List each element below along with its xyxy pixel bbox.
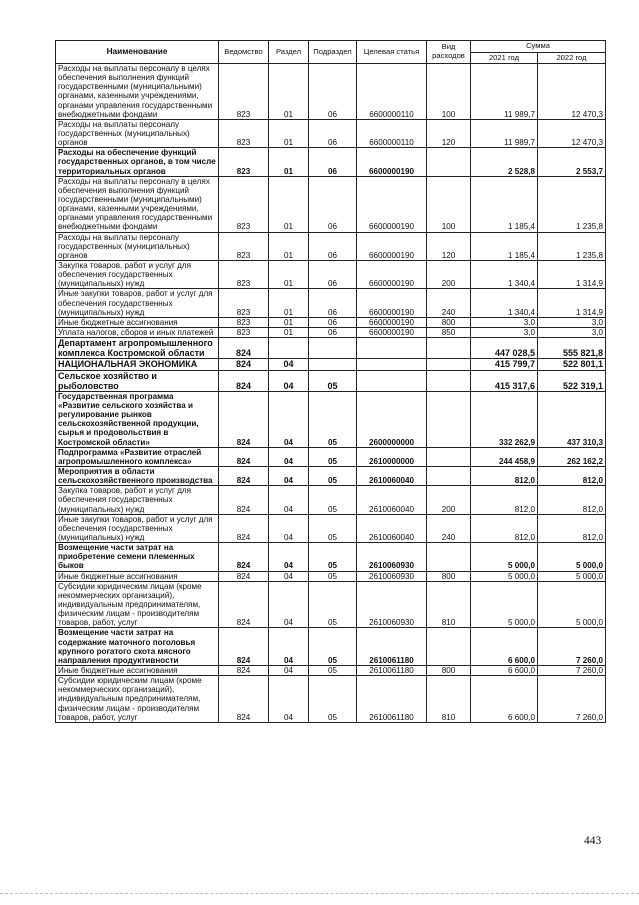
cell-podrazdel: 06: [309, 317, 357, 327]
header-sum: Сумма: [471, 41, 606, 53]
cell-podrazdel: 05: [309, 447, 357, 466]
cell-sum-2022: 812,0: [538, 486, 606, 514]
cell-vedomstvo: 824: [219, 466, 269, 485]
cell-vedomstvo: 823: [219, 64, 269, 120]
cell-razdel: 04: [269, 665, 309, 675]
cell-podrazdel: 05: [309, 665, 357, 675]
cell-sum-2021: 11 989,7: [471, 64, 538, 120]
cell-sum-2022: 812,0: [538, 466, 606, 485]
cell-podrazdel: 05: [309, 676, 357, 723]
cell-sum-2021: 1 340,4: [471, 260, 538, 288]
cell-razdel: 01: [269, 176, 309, 232]
cell-name: Расходы на выплаты персоналу государственных (муниципальных) органов: [56, 232, 219, 260]
cell-sum-2021: 1 340,4: [471, 289, 538, 317]
cell-target-article: 2610060040: [357, 486, 427, 514]
cell-razdel: 04: [269, 370, 309, 391]
cell-vedomstvo: 824: [219, 665, 269, 675]
cell-sum-2021: 812,0: [471, 466, 538, 485]
cell-sum-2022: 7 260,0: [538, 665, 606, 675]
table-row: [56, 628, 606, 666]
cell-sum-2022: 5 000,0: [538, 571, 606, 581]
cell-expense-type: 120: [427, 119, 471, 147]
cell-podrazdel: 06: [309, 64, 357, 120]
cell-sum-2022: 522 319,1: [538, 370, 606, 391]
budget-sheet: [55, 40, 605, 723]
cell-razdel: 01: [269, 327, 309, 337]
table-row: [56, 359, 606, 370]
cell-target-article: 6600000190: [357, 148, 427, 176]
cell-name: Иные закупки товаров, работ и услуг для обеспечения государственных (муниципальных) нужд: [56, 289, 219, 317]
cell-sum-2021: 5 000,0: [471, 571, 538, 581]
cell-razdel: 04: [269, 571, 309, 581]
cell-razdel: [269, 338, 309, 359]
cell-name: Подпрограмма «Развитие отраслей агропромышленного комплекса»: [56, 447, 219, 466]
cell-vedomstvo: 824: [219, 571, 269, 581]
cell-sum-2021: 1 185,4: [471, 176, 538, 232]
cell-expense-type: 850: [427, 327, 471, 337]
cell-vedomstvo: 823: [219, 176, 269, 232]
cell-target-article: 2600000000: [357, 391, 427, 447]
cell-sum-2022: 5 000,0: [538, 581, 606, 628]
cell-podrazdel: 05: [309, 370, 357, 391]
cell-razdel: 04: [269, 514, 309, 542]
cell-target-article: 2610061180: [357, 676, 427, 723]
cell-sum-2022: 5 000,0: [538, 543, 606, 571]
cell-name: Сельское хозяйство и рыболовство: [56, 370, 219, 391]
cell-target-article: 2610060930: [357, 543, 427, 571]
cell-sum-2021: 415 799,7: [471, 359, 538, 370]
cell-sum-2022: 12 470,3: [538, 64, 606, 120]
cell-podrazdel: [309, 359, 357, 370]
cell-sum-2021: 244 458,9: [471, 447, 538, 466]
cell-razdel: 01: [269, 148, 309, 176]
cell-name: Закупка товаров, работ и услуг для обеспечения государственных (муниципальных) нужд: [56, 486, 219, 514]
table-row: [56, 571, 606, 581]
cell-sum-2022: 3,0: [538, 327, 606, 337]
cell-target-article: [357, 338, 427, 359]
cell-razdel: 04: [269, 676, 309, 723]
cell-target-article: 2610060040: [357, 514, 427, 542]
cell-sum-2022: 2 553,7: [538, 148, 606, 176]
cell-podrazdel: 06: [309, 148, 357, 176]
cell-name: Уплата налогов, сборов и иных платежей: [56, 327, 219, 337]
cell-vedomstvo: 823: [219, 317, 269, 327]
cell-name: Субсидии юридическим лицам (кроме некоммерческих организаций), индивидуальным предпринимателям, физическим лицам - производителям товаров, работ, услуг: [56, 581, 219, 628]
cell-razdel: 04: [269, 466, 309, 485]
cell-name: Расходы на обеспечение функций государственных органов, в том числе территориальных органов: [56, 148, 219, 176]
cell-sum-2022: 12 470,3: [538, 119, 606, 147]
cell-sum-2022: 555 821,8: [538, 338, 606, 359]
cell-vedomstvo: 824: [219, 447, 269, 466]
cell-sum-2021: 447 028,5: [471, 338, 538, 359]
cell-name: Государственная программа «Развитие сельского хозяйства и регулирование рынков сельскохозяйственной продукции, сырья и продовольствия в Костромской области»: [56, 391, 219, 447]
cell-razdel: 04: [269, 447, 309, 466]
cell-razdel: 01: [269, 260, 309, 288]
cell-sum-2022: 1 235,8: [538, 232, 606, 260]
table-row: [56, 370, 606, 391]
cell-expense-type: 810: [427, 581, 471, 628]
cell-sum-2022: 1 314,9: [538, 260, 606, 288]
table-row: [56, 317, 606, 327]
cell-target-article: 2610061180: [357, 665, 427, 675]
cell-podrazdel: [309, 338, 357, 359]
cell-podrazdel: 06: [309, 327, 357, 337]
cell-razdel: 01: [269, 289, 309, 317]
cell-expense-type: 120: [427, 232, 471, 260]
cell-razdel: 01: [269, 232, 309, 260]
table-row: [56, 327, 606, 337]
cell-expense-type: 100: [427, 176, 471, 232]
cell-sum-2022: 3,0: [538, 317, 606, 327]
cell-vedomstvo: 823: [219, 119, 269, 147]
cell-podrazdel: 06: [309, 176, 357, 232]
cell-podrazdel: 06: [309, 260, 357, 288]
header-vedomstvo: Ведомство: [219, 41, 269, 64]
table-row: [56, 176, 606, 232]
cell-vedomstvo: 824: [219, 581, 269, 628]
cell-name: Расходы на выплаты персоналу в целях обеспечения выполнения функций государственными (муниципальными) органами, казенными учреждениями, органами управления государственными внебюджетными фондами: [56, 64, 219, 120]
cell-podrazdel: 05: [309, 571, 357, 581]
cell-expense-type: [427, 338, 471, 359]
cell-expense-type: [427, 148, 471, 176]
cell-vedomstvo: 824: [219, 338, 269, 359]
cell-target-article: 6600000110: [357, 64, 427, 120]
cell-name: Возмещение части затрат на содержание маточного поголовья крупного рогатого скота мясного направления продуктивности: [56, 628, 219, 666]
table-row: [56, 581, 606, 628]
cell-sum-2021: 6 600,0: [471, 628, 538, 666]
cell-sum-2022: 812,0: [538, 514, 606, 542]
cell-vedomstvo: 823: [219, 232, 269, 260]
cell-expense-type: 100: [427, 64, 471, 120]
table-row: [56, 665, 606, 675]
cell-name: Иные бюджетные ассигнования: [56, 665, 219, 675]
cell-sum-2021: 812,0: [471, 514, 538, 542]
cell-sum-2022: 262 162,2: [538, 447, 606, 466]
table-row: [56, 338, 606, 359]
cell-razdel: 04: [269, 359, 309, 370]
header-target-article: Целевая статья: [357, 41, 427, 64]
cell-sum-2021: 812,0: [471, 486, 538, 514]
cell-podrazdel: 05: [309, 391, 357, 447]
cell-target-article: 6600000190: [357, 176, 427, 232]
cell-vedomstvo: 824: [219, 486, 269, 514]
cell-sum-2021: 2 528,8: [471, 148, 538, 176]
table-row: [56, 232, 606, 260]
cell-target-article: 2610061180: [357, 628, 427, 666]
cell-sum-2021: 3,0: [471, 317, 538, 327]
header-year-2021: 2021 год: [471, 53, 538, 64]
header-name: Наименование: [56, 41, 219, 64]
table-row: [56, 447, 606, 466]
cell-sum-2021: 415 317,6: [471, 370, 538, 391]
cell-expense-type: [427, 466, 471, 485]
cell-podrazdel: 05: [309, 543, 357, 571]
cell-target-article: 2610060930: [357, 581, 427, 628]
cell-vedomstvo: 824: [219, 359, 269, 370]
cell-podrazdel: 05: [309, 514, 357, 542]
cell-expense-type: [427, 447, 471, 466]
cell-vedomstvo: 823: [219, 327, 269, 337]
table-row: [56, 148, 606, 176]
cell-sum-2022: 1 314,9: [538, 289, 606, 317]
cell-expense-type: 800: [427, 571, 471, 581]
cell-target-article: 6600000190: [357, 232, 427, 260]
cell-target-article: 6600000190: [357, 260, 427, 288]
cell-vedomstvo: 823: [219, 289, 269, 317]
cell-expense-type: 200: [427, 486, 471, 514]
cell-podrazdel: 06: [309, 232, 357, 260]
cell-name: НАЦИОНАЛЬНАЯ ЭКОНОМИКА: [56, 359, 219, 370]
table-body: [56, 64, 606, 723]
cell-vedomstvo: 824: [219, 543, 269, 571]
cell-sum-2021: 11 989,7: [471, 119, 538, 147]
cell-sum-2021: 5 000,0: [471, 543, 538, 571]
cell-sum-2021: 1 185,4: [471, 232, 538, 260]
cell-sum-2021: 5 000,0: [471, 581, 538, 628]
header-podrazdel: Подраздел: [309, 41, 357, 64]
cell-razdel: 04: [269, 581, 309, 628]
cell-name: Возмещение части затрат на приобретение семени племенных быков: [56, 543, 219, 571]
cell-target-article: 2610060040: [357, 466, 427, 485]
cell-expense-type: [427, 628, 471, 666]
cell-razdel: 04: [269, 486, 309, 514]
cell-target-article: 6600000190: [357, 317, 427, 327]
cell-sum-2021: 6 600,0: [471, 676, 538, 723]
table-row: [56, 676, 606, 723]
cell-expense-type: 810: [427, 676, 471, 723]
cell-expense-type: 800: [427, 317, 471, 327]
cell-expense-type: 240: [427, 289, 471, 317]
cell-name: Расходы на выплаты персоналу в целях обеспечения выполнения функций государственными (муниципальными) органами, казенными учреждениями, органами управления государственными внебюджетными фондами: [56, 176, 219, 232]
cell-sum-2022: 7 260,0: [538, 628, 606, 666]
cell-target-article: 2610000000: [357, 447, 427, 466]
table-row: [56, 486, 606, 514]
cell-sum-2022: 522 801,1: [538, 359, 606, 370]
cell-podrazdel: 05: [309, 581, 357, 628]
cell-expense-type: [427, 370, 471, 391]
cell-vedomstvo: 824: [219, 370, 269, 391]
cell-podrazdel: 05: [309, 486, 357, 514]
cell-expense-type: [427, 543, 471, 571]
header-expense-type: Вид расходов: [427, 41, 471, 64]
cell-podrazdel: 06: [309, 289, 357, 317]
cell-razdel: 01: [269, 317, 309, 327]
table-row: [56, 64, 606, 120]
cell-name: Иные закупки товаров, работ и услуг для обеспечения государственных (муниципальных) нужд: [56, 514, 219, 542]
cell-name: Иные бюджетные ассигнования: [56, 317, 219, 327]
cell-razdel: 04: [269, 543, 309, 571]
cell-expense-type: 800: [427, 665, 471, 675]
cell-vedomstvo: 823: [219, 148, 269, 176]
cell-razdel: 04: [269, 628, 309, 666]
cell-podrazdel: 05: [309, 466, 357, 485]
cell-sum-2022: 437 310,3: [538, 391, 606, 447]
table-row: [56, 543, 606, 571]
cell-name: Иные бюджетные ассигнования: [56, 571, 219, 581]
cell-name: Расходы на выплаты персоналу государственных (муниципальных) органов: [56, 119, 219, 147]
cell-expense-type: 200: [427, 260, 471, 288]
cell-razdel: 01: [269, 64, 309, 120]
cell-vedomstvo: 824: [219, 514, 269, 542]
cell-name: Закупка товаров, работ и услуг для обеспечения государственных (муниципальных) нужд: [56, 260, 219, 288]
cell-vedomstvo: 824: [219, 628, 269, 666]
table-row: [56, 289, 606, 317]
cell-name: Субсидии юридическим лицам (кроме некоммерческих организаций), индивидуальным предпринимателям, физическим лицам - производителям товаров, работ, услуг: [56, 676, 219, 723]
table-row: [56, 391, 606, 447]
cell-podrazdel: 05: [309, 628, 357, 666]
cell-razdel: 04: [269, 391, 309, 447]
cell-razdel: 01: [269, 119, 309, 147]
cell-podrazdel: 06: [309, 119, 357, 147]
cell-name: Мероприятия в области сельскохозяйственного производства: [56, 466, 219, 485]
cell-vedomstvo: 824: [219, 676, 269, 723]
cell-target-article: 2610060930: [357, 571, 427, 581]
cell-expense-type: 240: [427, 514, 471, 542]
cell-vedomstvo: 823: [219, 260, 269, 288]
table-row: [56, 514, 606, 542]
page-edge-divider: [0, 893, 639, 894]
cell-sum-2021: 3,0: [471, 327, 538, 337]
cell-target-article: [357, 359, 427, 370]
cell-name: Департамент агропромышленного комплекса Костромской области: [56, 338, 219, 359]
cell-sum-2021: 332 262,9: [471, 391, 538, 447]
table-row: [56, 119, 606, 147]
cell-target-article: 6600000190: [357, 327, 427, 337]
cell-vedomstvo: 824: [219, 391, 269, 447]
page-number: 443: [584, 835, 602, 847]
cell-target-article: 6600000110: [357, 119, 427, 147]
cell-target-article: [357, 370, 427, 391]
cell-expense-type: [427, 359, 471, 370]
table-row: [56, 466, 606, 485]
header-year-2022: 2022 год: [538, 53, 606, 64]
cell-sum-2021: 6 600,0: [471, 665, 538, 675]
cell-sum-2022: 1 235,8: [538, 176, 606, 232]
cell-expense-type: [427, 391, 471, 447]
header-razdel: Раздел: [269, 41, 309, 64]
budget-table: [55, 40, 606, 723]
cell-sum-2022: 7 260,0: [538, 676, 606, 723]
table-row: [56, 260, 606, 288]
cell-target-article: 6600000190: [357, 289, 427, 317]
